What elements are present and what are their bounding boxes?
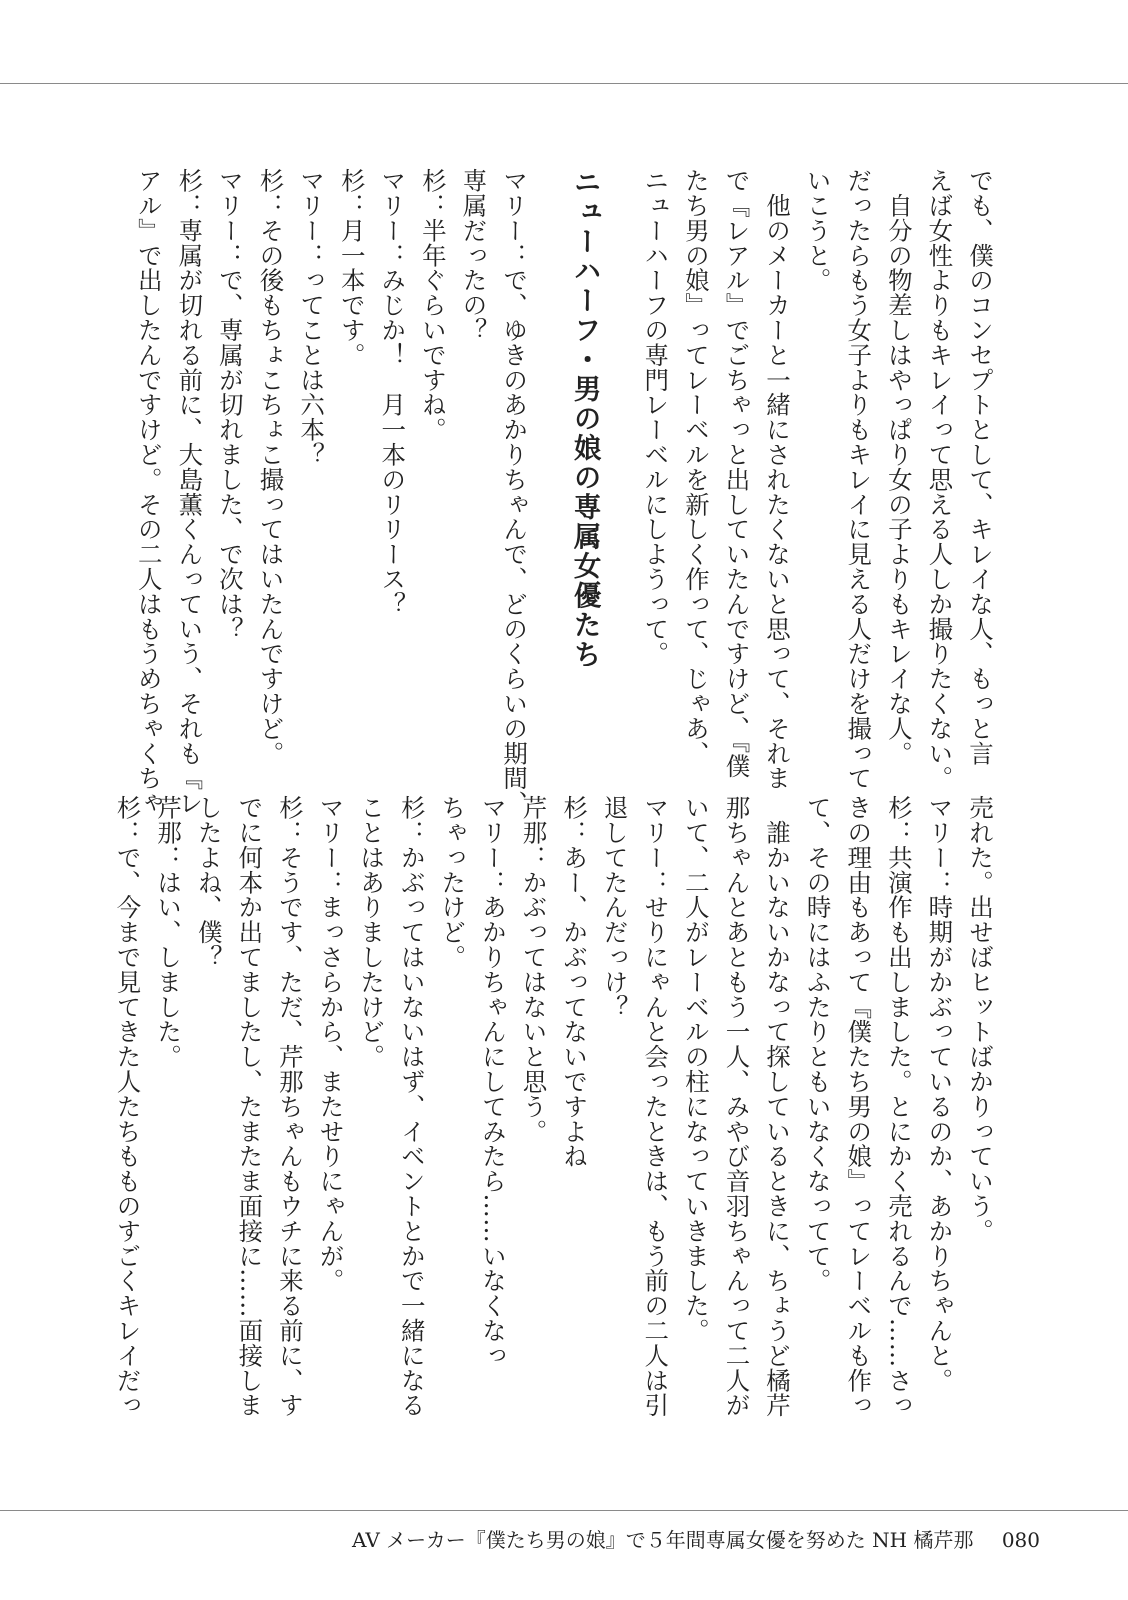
text-line: 杉：月一本です。 — [337, 168, 367, 368]
text-line: 杉：専属が切れる前に、大島薫くんっていう、それも『レ — [175, 168, 205, 816]
text-line: マリー：で、ゆきのあかりちゃんで、どのくらいの期間、 — [500, 168, 530, 816]
text-line: 杉：そうです、ただ、芹那ちゃんもウチに来る前に、す — [275, 795, 305, 1418]
text-line: マリー：あかりちゃんにしてみたら……いなくなっ — [478, 795, 508, 1368]
text-line: 誰かいないかなって探しているときに、ちょうど橘芹 — [763, 795, 793, 1418]
text-line: 自分の物差しはやっぱり女の子よりもキレイな人。 — [884, 168, 914, 766]
text-line: マリー：ってことは六本？ — [297, 168, 327, 467]
text-line: 専属だったの？ — [459, 168, 489, 343]
text-line: いて、二人がレーベルの柱になっていきました。 — [681, 795, 711, 1343]
text-line: ことはありましたけど。 — [357, 795, 387, 1069]
text-line: マリー：まっさらから、またせりにゃんが。 — [316, 795, 346, 1293]
text-line: 杉：その後もちょこちょこ撮ってはいたんですけど。 — [256, 168, 286, 766]
bottom-rule — [0, 1510, 1128, 1511]
text-line: したよね、僕？ — [194, 795, 224, 970]
text-line: 杉：共演作も出しました。とにかく売れるんで……さっ — [884, 795, 914, 1418]
text-line: えば女性よりもキレイって思える人しか撮りたくない。 — [925, 168, 955, 791]
text-line: 杉：かぶってはいないはず、イベントとかで一緒になる — [397, 795, 427, 1418]
lower-text-column — [113, 795, 1000, 1418]
text-line: たち男の娘』ってレーベルを新しく作って、じゃあ、 — [681, 168, 711, 766]
text-line: だったらもう女子よりもキレイに見える人だけを撮って — [844, 168, 874, 791]
text-line: 杉：半年ぐらいですね。 — [418, 168, 448, 442]
text-line: ニューハーフの専門レーベルにしようって。 — [641, 168, 671, 666]
text-line: マリー：で、専属が切れました、で次は？ — [215, 168, 245, 642]
page-number: 080 — [1001, 1528, 1040, 1552]
text-line: でに何本か出てましたし、たまたま面接に……面接しま — [235, 795, 265, 1418]
text-line: きの理由もあって『僕たち男の娘』ってレーベルも作っ — [844, 795, 874, 1418]
top-rule — [0, 83, 1128, 84]
text-line: 芹那：はい、しました。 — [154, 795, 184, 1069]
page-footer — [352, 1527, 1040, 1553]
text-line: 他のメーカーと一緒にされたくないと思って、それま — [763, 168, 793, 791]
text-line: アル』で出したんですけど。その二人はもうめちゃくちゃ — [134, 168, 164, 816]
text-line: て、その時にはふたりともいなくなってて。 — [803, 795, 833, 1293]
text-line: マリー：時期がかぶっているのか、あかりちゃんと。 — [925, 795, 955, 1393]
upper-text-column — [134, 168, 1000, 816]
text-line: マリー：みじか！ 月一本のリリース？ — [378, 168, 408, 617]
text-line: 売れた。出せばヒットばかりっていう。 — [966, 795, 995, 1244]
running-title: AV メーカー『僕たち男の娘』で５年間専属女優を努めた NH 橘芹那 — [351, 1528, 974, 1552]
text-line: 芹那：かぶってはないと思う。 — [519, 795, 549, 1144]
section-heading: ニューハーフ・男の娘の専属女優たち — [568, 168, 601, 670]
text-line: 那ちゃんとあともう一人、みやび音羽ちゃんって二人が — [722, 795, 752, 1418]
text-line: でも、僕のコンセプトとして、キレイな人、もっと言 — [966, 168, 995, 766]
text-line: ちゃったけど。 — [438, 795, 468, 970]
text-line: で『レアル』でごちゃっと出していたんですけど、『僕 — [722, 168, 752, 779]
text-line: 杉：あー、かぶってないですよね — [560, 795, 590, 1169]
text-line: いこうと。 — [803, 168, 833, 293]
text-line: 杉：で、今まで見てきた人たちもものすごくキレイだっ — [113, 795, 143, 1418]
text-line: マリー：せりにゃんと会ったときは、もう前の二人は引 — [641, 795, 671, 1418]
text-line: 退してたんだっけ？ — [600, 795, 630, 1020]
